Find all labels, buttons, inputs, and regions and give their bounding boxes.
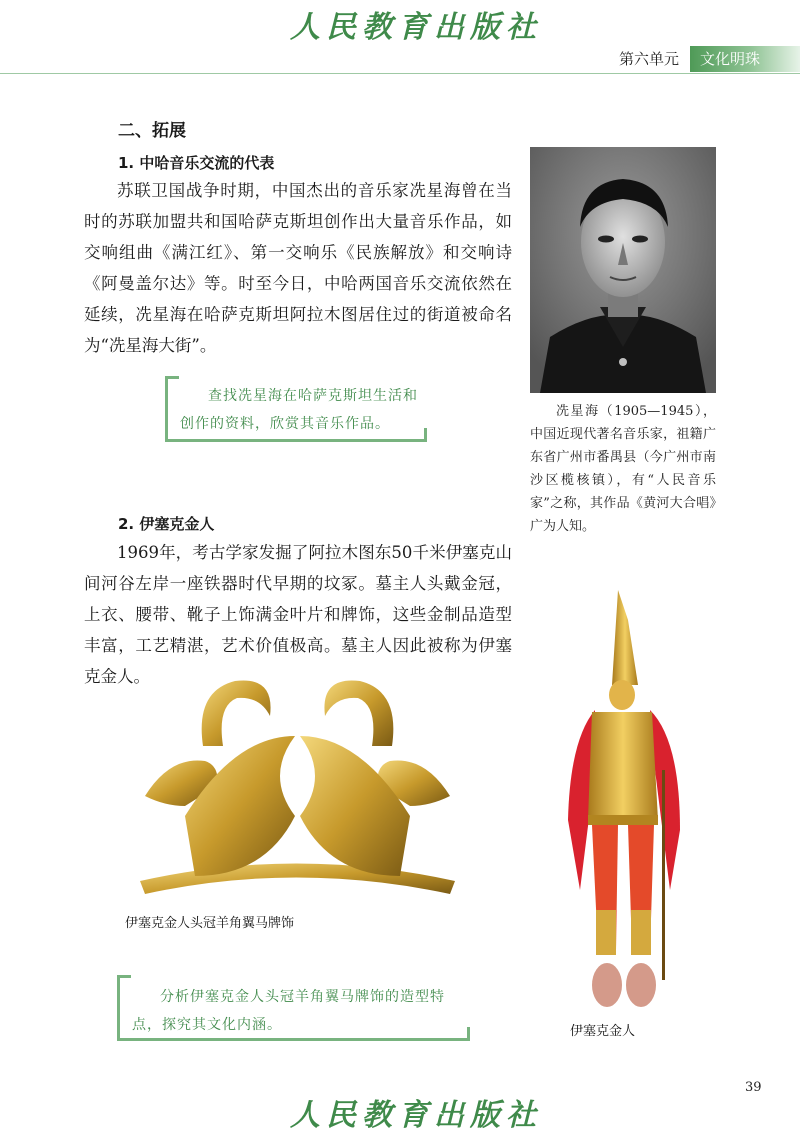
publisher-logo-top: 人民教育出版社 <box>290 10 542 45</box>
subsection-1-title: 1. 中哈音乐交流的代表 <box>118 154 275 172</box>
golden-man-caption: 伊塞克金人 <box>570 1024 636 1039</box>
header-rule <box>0 73 800 74</box>
section-title: 二、拓展 <box>118 121 186 141</box>
subsection-2-title: 2. 伊塞克金人 <box>118 515 215 533</box>
task-box-1 <box>165 376 427 442</box>
golden-man-photo <box>560 590 695 1010</box>
unit-name: 文化明珠 <box>690 46 800 72</box>
page-number: 39 <box>745 1080 762 1095</box>
unit-number: 第六单元 <box>618 50 679 68</box>
publisher-logo-bottom: 人民教育出版社 <box>290 1098 542 1133</box>
unit-tag <box>608 46 800 72</box>
subsection-1-paragraph: 苏联卫国战争时期，中国杰出的音乐家冼星海曾在当时的苏联加盟共和国哈萨克斯坦创作出大量音乐作品，如交响组曲《满江红》、第一交响乐《民族解放》和交响诗《阿曼盖尔达》等。时至今日，中哈两国音乐交流依然在延续，冼星海在哈萨克斯坦阿拉木图居住过的街道被命名为“冼星海大街”。 <box>84 181 512 355</box>
portrait-caption: 冼星海（1905—1945），中国近现代著名音乐家，祖籍广东省广州市番禺县（今广州市南沙区榄核镇），有“人民音乐家”之称，其作品《黄河大合唱》广为人知。 <box>530 404 716 534</box>
task-box-2 <box>117 975 470 1041</box>
task-text-2: 分析伊塞克金人头冠羊角翼马牌饰的造型特点，探究其文化内涵。 <box>132 989 445 1033</box>
ornament-caption: 伊塞克金人头冠羊角翼马牌饰 <box>125 916 295 931</box>
subsection-2-paragraph: 1969年，考古学家发掘了阿拉木图东50千米伊塞克山间河谷左岸一座铁器时代早期的坟冢。墓主人头戴金冠，上衣、腰带、靴子上饰满金叶片和牌饰，这些金制品造型丰富，工艺精湛，艺术价值极高。墓主人因此被称为伊塞克金人。 <box>84 543 512 686</box>
task-text-1: 查找冼星海在哈萨克斯坦生活和创作的资料，欣赏其音乐作品。 <box>180 388 418 432</box>
portrait-photo <box>530 147 716 393</box>
ornament-photo <box>125 676 470 901</box>
